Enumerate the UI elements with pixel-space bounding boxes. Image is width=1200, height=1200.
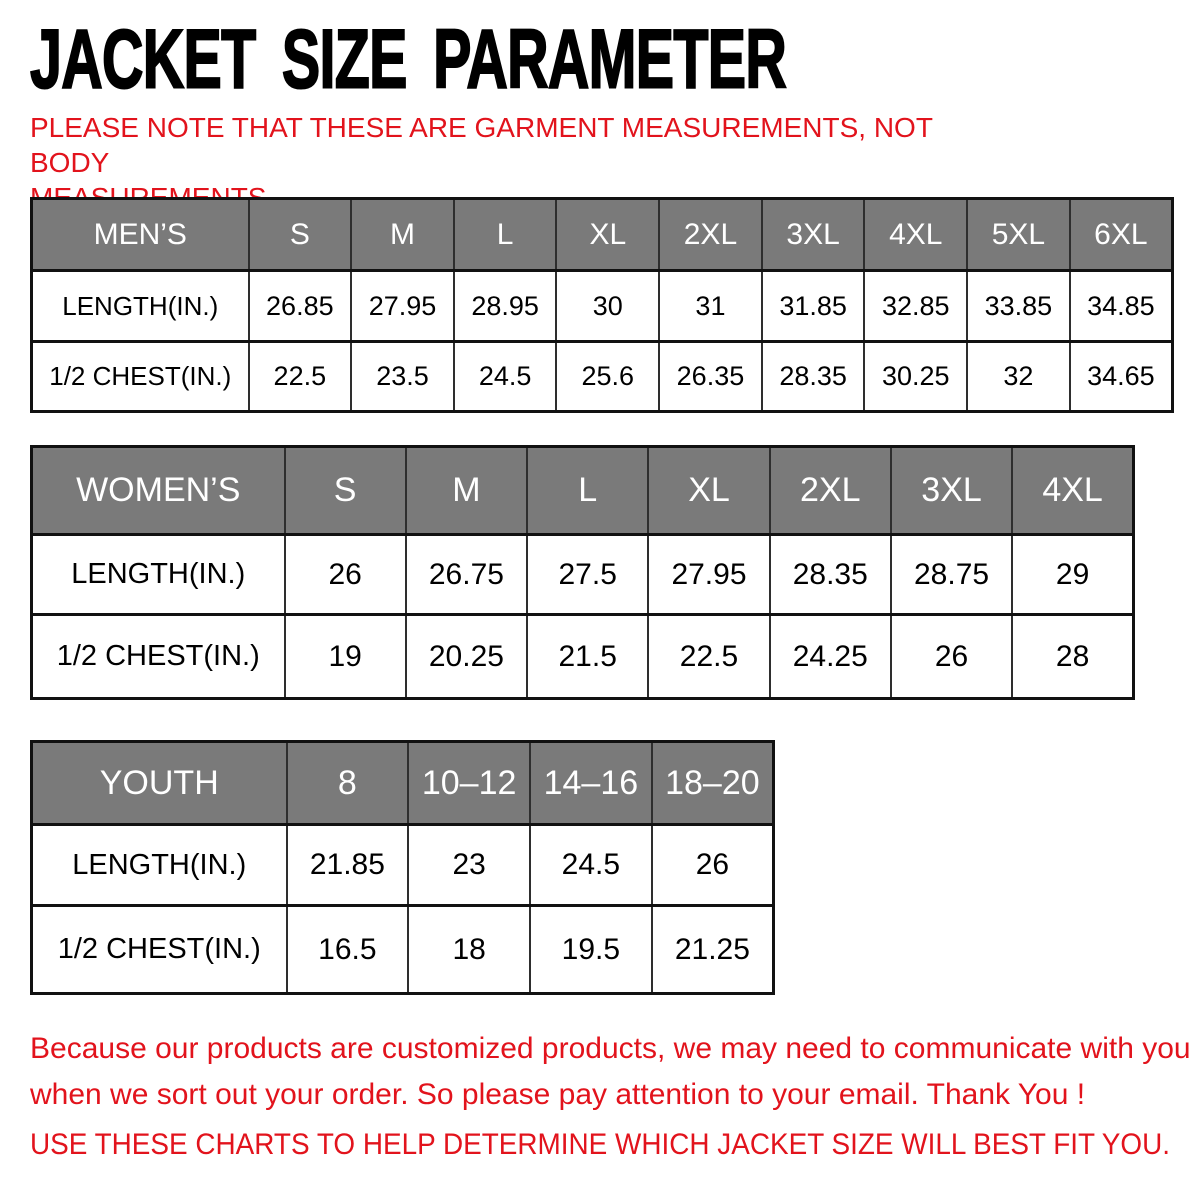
mens-value-cell: 34.65 [1070, 342, 1173, 412]
mens-table-title-cell: MEN’S [32, 199, 249, 271]
mens-value-cell: 30.25 [864, 342, 967, 412]
youth-size-table [30, 740, 775, 995]
youth-value-cell: 16.5 [287, 906, 409, 994]
page-title: JACKET SIZE PARAMETER [30, 12, 787, 106]
mens-value-cell: 32.85 [864, 271, 967, 342]
mens-value-cell: 23.5 [351, 342, 454, 412]
womens-value-cell: 29 [1012, 535, 1133, 615]
youth-size-header-cell: 14–16 [530, 742, 652, 825]
womens-size-table [30, 445, 1135, 700]
womens-size-header-cell: 3XL [891, 447, 1012, 535]
mens-size-header-cell: XL [556, 199, 659, 271]
mens-value-cell: 31 [659, 271, 762, 342]
youth-value-cell: 21.85 [287, 825, 409, 906]
youth-value-cell: 26 [652, 825, 774, 906]
youth-data-row [32, 825, 774, 906]
mens-value-cell: 28.35 [762, 342, 865, 412]
womens-data-row [32, 535, 1134, 615]
youth-size-header-cell: 18–20 [652, 742, 774, 825]
mens-value-cell: 34.85 [1070, 271, 1173, 342]
womens-value-cell: 28.75 [891, 535, 1012, 615]
customization-notice-line1: Because our products are customized products, we may need to communicate with you [30, 1032, 1191, 1065]
womens-row-label: 1/2 CHEST(IN.) [32, 615, 285, 699]
womens-value-cell: 21.5 [527, 615, 648, 699]
mens-data-row [32, 342, 1173, 412]
womens-value-cell: 24.25 [770, 615, 891, 699]
mens-value-cell: 32 [967, 342, 1070, 412]
youth-value-cell: 18 [408, 906, 530, 994]
mens-value-cell: 26.85 [249, 271, 352, 342]
womens-size-header-cell: XL [648, 447, 769, 535]
womens-table-title-cell: WOMEN’S [32, 447, 285, 535]
womens-size-header-cell: S [285, 447, 406, 535]
mens-size-header-cell: 2XL [659, 199, 762, 271]
youth-value-cell: 24.5 [530, 825, 652, 906]
mens-value-cell: 25.6 [556, 342, 659, 412]
youth-row-label: 1/2 CHEST(IN.) [32, 906, 287, 994]
mens-size-header-cell: 5XL [967, 199, 1070, 271]
youth-data-row [32, 906, 774, 994]
mens-size-header-cell: 4XL [864, 199, 967, 271]
youth-value-cell: 23 [408, 825, 530, 906]
womens-value-cell: 20.25 [406, 615, 527, 699]
mens-value-cell: 24.5 [454, 342, 557, 412]
chart-usage-note: USE THESE CHARTS TO HELP DETERMINE WHICH JACKET SIZE WILL BEST FIT YOU. [30, 1128, 1171, 1161]
mens-size-header-cell: 6XL [1070, 199, 1173, 271]
womens-value-cell: 27.5 [527, 535, 648, 615]
mens-row-label: LENGTH(IN.) [32, 271, 249, 342]
mens-size-header-cell: 3XL [762, 199, 865, 271]
womens-value-cell: 28 [1012, 615, 1133, 699]
womens-row-label: LENGTH(IN.) [32, 535, 285, 615]
womens-size-header-cell: M [406, 447, 527, 535]
customization-notice [30, 1026, 1195, 1118]
mens-size-header-cell: S [249, 199, 352, 271]
womens-value-cell: 26 [285, 535, 406, 615]
youth-size-header-cell: 8 [287, 742, 409, 825]
womens-value-cell: 28.35 [770, 535, 891, 615]
womens-header-row [32, 447, 1134, 535]
youth-header-row [32, 742, 774, 825]
womens-size-header-cell: 4XL [1012, 447, 1133, 535]
youth-size-header-cell: 10–12 [408, 742, 530, 825]
mens-value-cell: 33.85 [967, 271, 1070, 342]
womens-size-header-cell: L [527, 447, 648, 535]
womens-value-cell: 27.95 [648, 535, 769, 615]
mens-size-header-cell: M [351, 199, 454, 271]
womens-data-row [32, 615, 1134, 699]
mens-value-cell: 27.95 [351, 271, 454, 342]
womens-value-cell: 22.5 [648, 615, 769, 699]
mens-value-cell: 31.85 [762, 271, 865, 342]
youth-table-title-cell: YOUTH [32, 742, 287, 825]
mens-value-cell: 28.95 [454, 271, 557, 342]
mens-header-row [32, 199, 1173, 271]
youth-value-cell: 21.25 [652, 906, 774, 994]
mens-value-cell: 30 [556, 271, 659, 342]
mens-data-row [32, 271, 1173, 342]
womens-value-cell: 26 [891, 615, 1012, 699]
mens-value-cell: 26.35 [659, 342, 762, 412]
mens-size-table [30, 197, 1174, 413]
customization-notice-line2: when we sort out your order. So please pay attention to your email. Thank You ! [30, 1078, 1086, 1111]
mens-value-cell: 22.5 [249, 342, 352, 412]
youth-row-label: LENGTH(IN.) [32, 825, 287, 906]
youth-value-cell: 19.5 [530, 906, 652, 994]
mens-size-header-cell: L [454, 199, 557, 271]
womens-value-cell: 19 [285, 615, 406, 699]
mens-row-label: 1/2 CHEST(IN.) [32, 342, 249, 412]
womens-value-cell: 26.75 [406, 535, 527, 615]
measurement-note-line1: PLEASE NOTE THAT THESE ARE GARMENT MEASUREMENTS, NOT BODY [30, 112, 933, 178]
womens-size-header-cell: 2XL [770, 447, 891, 535]
